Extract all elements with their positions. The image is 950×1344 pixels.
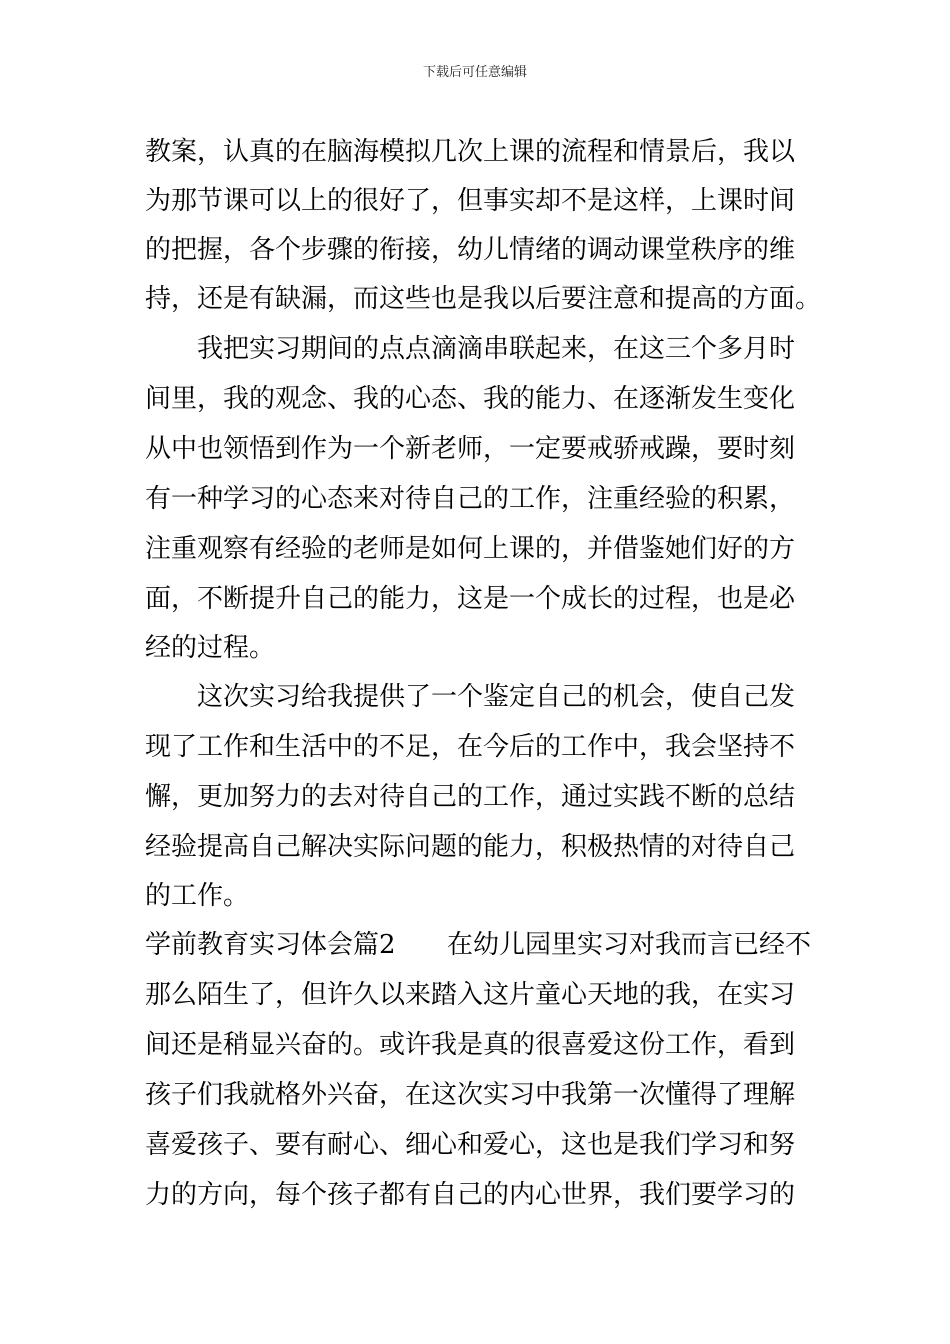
body-line-text: 喜爱孩子、要有耐心、细心和爱心，这也是我们学习和努	[145, 1130, 796, 1160]
paragraph-first-line	[0, 672, 950, 722]
body-line-text: 从中也领悟到作为一个新老师，一定要戒骄戒躁，要时刻	[145, 434, 796, 464]
body-line-text: 懈，更加努力的去对待自己的工作，通过实践不断的总结	[145, 782, 796, 812]
body-line	[0, 1120, 950, 1170]
body-line	[0, 274, 950, 324]
body-line-text: 间还是稍显兴奋的。或许我是真的很喜爱这份工作，看到	[145, 1030, 796, 1060]
body-line	[0, 127, 950, 177]
body-line	[0, 871, 950, 921]
body-line-text: 经验提高自己解决实际问题的能力，积极热情的对待自己	[145, 832, 796, 862]
body-line-text: 孩子们我就格外兴奋，在这次实习中我第一次懂得了理解	[145, 1080, 796, 1110]
body-line-text: 在幼儿园里实习对我而言已经不	[447, 930, 812, 960]
body-line	[0, 1070, 950, 1120]
paragraph-first-line	[0, 324, 950, 374]
page-header: 下载后可任意编辑	[422, 65, 527, 80]
body-line	[0, 1170, 950, 1220]
body-line	[0, 970, 950, 1020]
body-line-text: 我把实习期间的点点滴滴串联起来，在这三个多月时	[197, 334, 796, 364]
body-line	[0, 524, 950, 574]
body-line-text: 持，还是有缺漏，而这些也是我以后要注意和提高的方面。	[145, 284, 822, 314]
body-line-text: 间里，我的观念、我的心态、我的能力、在逐渐发生变化	[145, 384, 796, 414]
body-line	[0, 772, 950, 822]
body-line-text: 的工作。	[145, 881, 250, 911]
body-line-text: 经的过程。	[145, 633, 276, 663]
body-line-text: 有一种学习的心态来对待自己的工作，注重经验的积累，	[145, 484, 796, 514]
body-line	[0, 623, 950, 673]
body-line	[0, 722, 950, 772]
body-line	[0, 1020, 950, 1070]
body-line	[0, 176, 950, 226]
body-line-text: 注重观察有经验的老师是如何上课的，并借鉴她们好的方	[145, 534, 796, 564]
body-line	[0, 822, 950, 872]
body-line-text: 这次实习给我提供了一个鉴定自己的机会，使自己发	[197, 682, 796, 712]
body-line-text: 那么陌生了，但许久以来踏入这片童心天地的我，在实习	[145, 980, 796, 1010]
body-line-text: 为那节课可以上的很好了，但事实却不是这样，上课时间	[145, 186, 796, 216]
body-line-text: 力的方向，每个孩子都有自己的内心世界，我们要学习的	[145, 1180, 796, 1210]
body-line	[0, 374, 950, 424]
body-line	[0, 225, 950, 275]
section-heading: 学前教育实习体会篇2	[145, 930, 396, 960]
body-line	[0, 424, 950, 474]
body-line-text: 现了工作和生活中的不足，在今后的工作中，我会坚持不	[145, 732, 796, 762]
body-line	[0, 574, 950, 624]
body-line-text: 教案，认真的在脑海模拟几次上课的流程和情景后，我以	[145, 137, 796, 167]
section-heading-line	[0, 920, 950, 970]
body-line-text: 的把握，各个步骤的衔接，幼儿情绪的调动课堂秩序的维	[145, 235, 796, 265]
body-line	[0, 474, 950, 524]
body-line-text: 面，不断提升自己的能力，这是一个成长的过程，也是必	[145, 584, 796, 614]
